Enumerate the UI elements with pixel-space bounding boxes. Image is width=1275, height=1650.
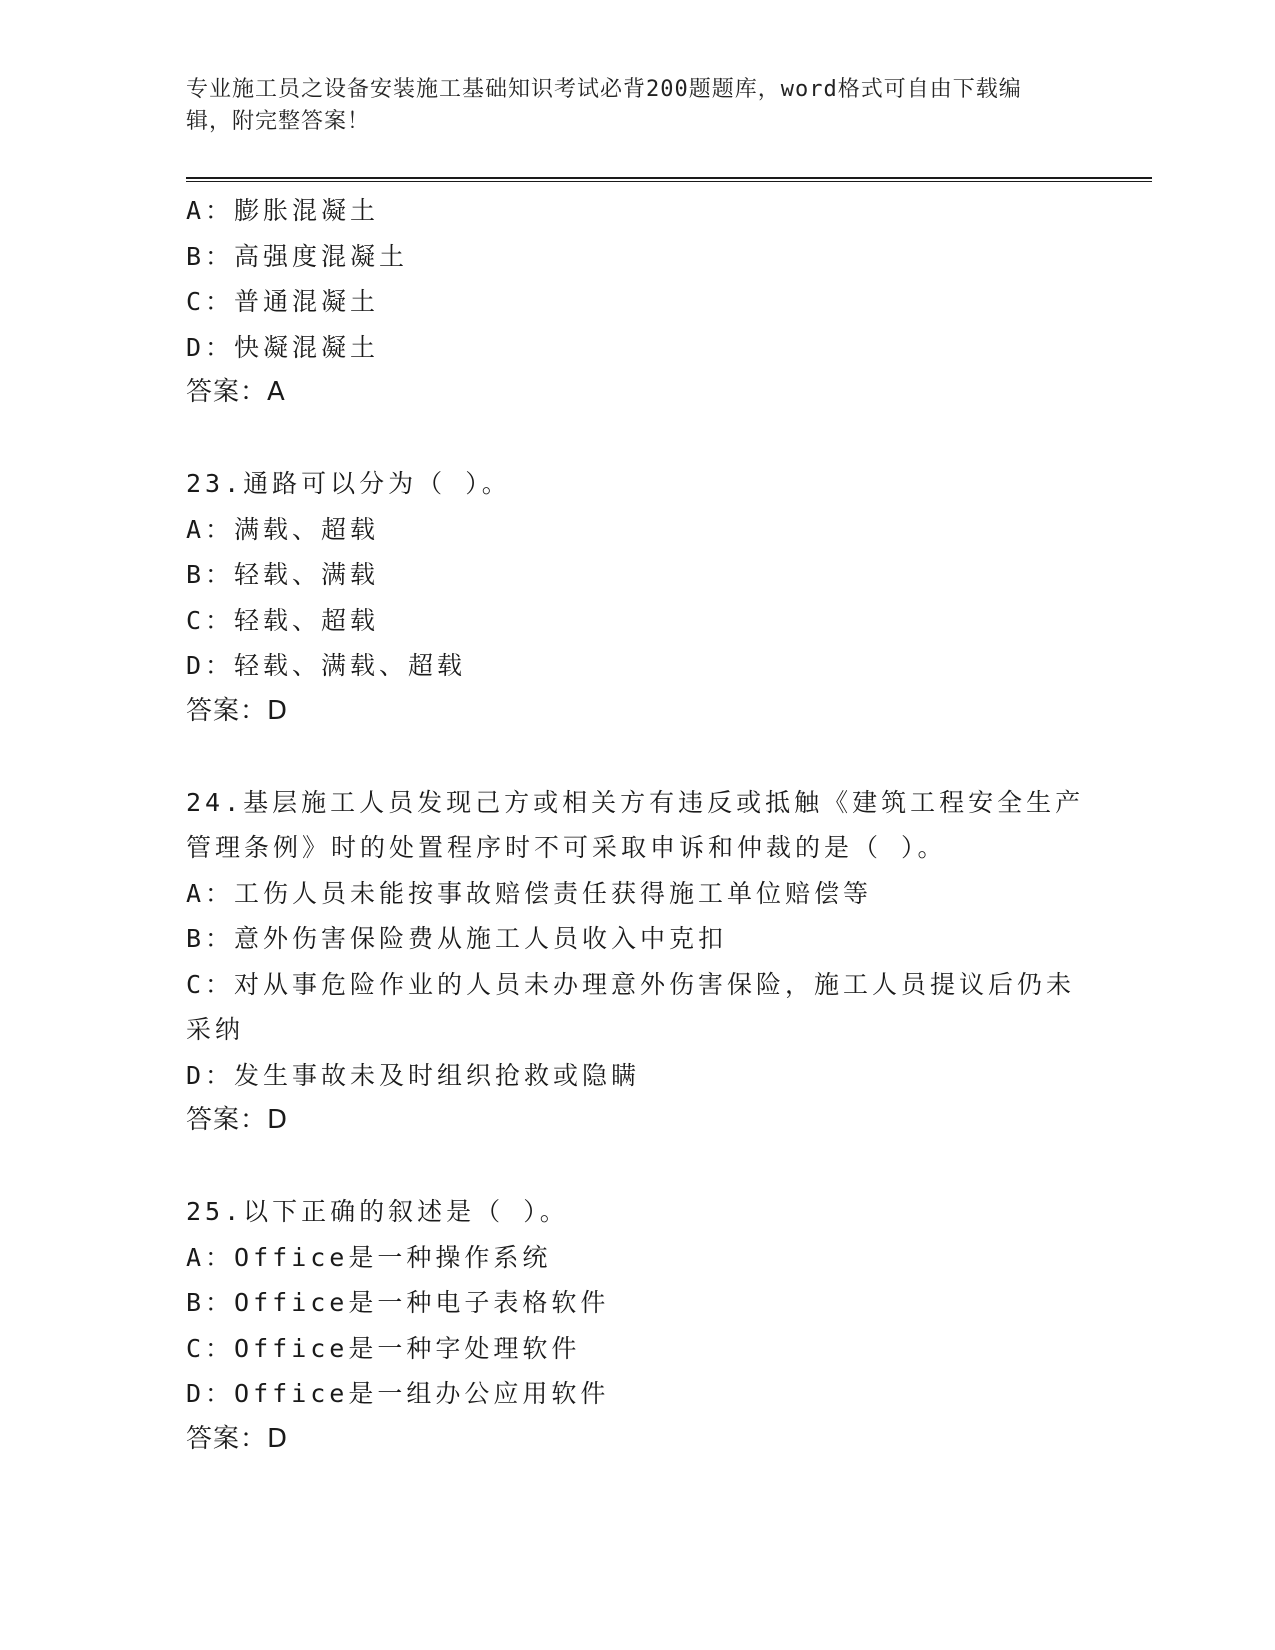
question-stem: 23.通路可以分为（ ）。 bbox=[186, 469, 511, 498]
option-d: D：发生事故未及时组织抢救或隐瞒 bbox=[186, 1060, 641, 1090]
option-b: B：高强度混凝土 bbox=[186, 241, 409, 271]
block-spacer bbox=[186, 734, 1086, 780]
question-block-25 bbox=[186, 1189, 1086, 1462]
answer-line: 答案：A bbox=[186, 377, 286, 407]
option-c: C：轻载、超载 bbox=[186, 605, 380, 635]
option-a: A：膨胀混凝土 bbox=[186, 196, 380, 225]
block-spacer bbox=[186, 1144, 1086, 1190]
option-a: A：工伤人员未能按事故赔偿责任获得施工单位赔偿等 bbox=[186, 878, 873, 908]
option-b: B：意外伤害保险费从施工人员收入中克扣 bbox=[186, 924, 728, 953]
question-block-24 bbox=[186, 780, 1086, 1144]
option-a: A：Office是一种操作系统 bbox=[186, 1242, 552, 1272]
option-a: A：满载、超载 bbox=[186, 514, 380, 544]
option-b: B：轻载、满载 bbox=[186, 560, 380, 589]
question-block-22 bbox=[186, 188, 1086, 416]
question-stem: 24.基层施工人员发现己方或相关方有违反或抵触《建筑工程安全生产管理条例》时的处置程序时不可采取申诉和仲裁的是（ ）。 bbox=[186, 787, 1085, 862]
option-b: B：Office是一种电子表格软件 bbox=[186, 1288, 610, 1317]
option-d: D：Office是一组办公应用软件 bbox=[186, 1379, 610, 1408]
answer-line: 答案：D bbox=[186, 1423, 289, 1454]
option-c: C：Office是一种字处理软件 bbox=[186, 1333, 581, 1363]
option-d: D：轻载、满载、超载 bbox=[186, 651, 467, 680]
option-c: C：普通混凝土 bbox=[186, 287, 380, 316]
answer-line: 答案：D bbox=[186, 1105, 289, 1135]
question-stem: 25.以下正确的叙述是（ ）。 bbox=[186, 1197, 569, 1226]
question-list bbox=[186, 188, 1086, 1462]
header-divider-thick bbox=[186, 177, 1152, 179]
header-divider-thin bbox=[186, 181, 1152, 182]
option-d: D：快凝混凝土 bbox=[186, 332, 380, 362]
answer-line: 答案：D bbox=[186, 695, 289, 726]
block-spacer bbox=[186, 416, 1086, 462]
question-block-23 bbox=[186, 461, 1086, 734]
document-header: 专业施工员之设备安装施工基础知识考试必背200题题库，word格式可自由下载编辑，附完整答案！ bbox=[186, 77, 1022, 134]
option-c: C：对从事危险作业的人员未办理意外伤害保险，施工人员提议后仍未采纳 bbox=[186, 969, 1076, 1044]
